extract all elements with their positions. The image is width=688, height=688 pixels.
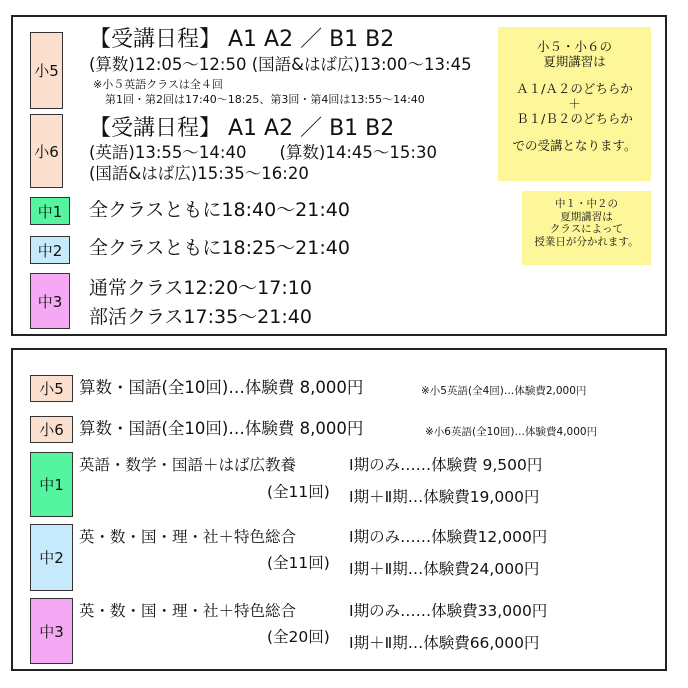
chu1-period1-fee: Ⅰ期のみ……体験費 9,500円 xyxy=(349,456,543,474)
grade-badge-chu2: 中2 xyxy=(30,236,70,264)
chu-note-line2: 夏期講習は xyxy=(560,210,613,223)
sho5-english-dates: 第1回・第2回は17:40～18:25、第3回・第4回は13:55～14:40 xyxy=(105,93,425,106)
sho6-english-fee: ※小6英語(全10回)…体験費4,000円 xyxy=(425,426,598,438)
fee-badge-chu3: 中3 xyxy=(30,598,73,664)
chu2-schedule: 全クラスともに18:25～21:40 xyxy=(89,237,350,259)
chu3-subjects: 英・数・国・理・社＋特色総合 xyxy=(79,602,297,620)
fee-badge-sho6: 小6 xyxy=(30,416,73,443)
chu2-subjects: 英・数・国・理・社＋特色総合 xyxy=(79,528,297,546)
fees-panel xyxy=(11,348,667,671)
sho-note-line4: ＋ xyxy=(568,96,581,111)
fee-badge-sho5: 小5 xyxy=(30,375,73,402)
fee-badge-chu2: 中2 xyxy=(30,524,73,591)
chu1-session-count: (全11回) xyxy=(267,483,330,501)
grade-badge-chu1: 中1 xyxy=(30,197,70,225)
chu1-subjects: 英語・数学・国語＋はば広教養 xyxy=(79,456,297,474)
sho5-schedule-heading: 【受講日程】 A1 A2 ／ B1 B2 xyxy=(89,27,395,52)
sho6-schedule-line2: (国語&はば広)15:35～16:20 xyxy=(89,164,309,183)
sho-note-box xyxy=(498,27,651,181)
sho-note-line3: Ａ１/Ａ２のどちらか xyxy=(516,81,633,96)
chu-note-line1: 中１・中２の xyxy=(555,198,618,210)
fee-badge-chu1: 中1 xyxy=(30,452,73,517)
chu-note-line3: クラスによって xyxy=(549,223,624,236)
sho5-english-fee: ※小5英語(全4回)…体験費2,000円 xyxy=(421,385,587,397)
sho5-schedule-line: (算数)12:05～12:50 (国語&はば広)13:00～13:45 xyxy=(89,55,472,74)
chu2-period1-fee: Ⅰ期のみ……体験費12,000円 xyxy=(349,528,548,546)
sho-note-line5: Ｂ１/Ｂ２のどちらか xyxy=(516,111,633,126)
sho6-schedule-line1: (英語)13:55～14:40 (算数)14:45～15:30 xyxy=(89,143,437,162)
chu2-session-count: (全11回) xyxy=(267,554,330,572)
chu3-session-count: (全20回) xyxy=(267,628,330,646)
sho5-english-note: ※小５英語クラスは全４回 xyxy=(93,78,223,91)
chu1-period12-fee: Ⅰ期＋Ⅱ期…体験費19,000円 xyxy=(349,488,540,506)
sho6-schedule-heading: 【受講日程】 A1 A2 ／ B1 B2 xyxy=(89,116,395,141)
grade-badge-chu3: 中3 xyxy=(30,273,70,329)
chu3-schedule-regular: 通常クラス12:20～17:10 xyxy=(89,277,312,299)
sho-note-line2: 夏期講習は xyxy=(543,54,606,69)
sho5-fee: 算数・国語(全10回)…体験費 8,000円 xyxy=(79,378,364,397)
chu-note-box xyxy=(522,191,651,265)
chu3-period12-fee: Ⅰ期＋Ⅱ期…体験費66,000円 xyxy=(349,634,540,652)
chu1-schedule: 全クラスともに18:40～21:40 xyxy=(89,199,350,221)
schedule-panel xyxy=(11,15,667,336)
chu3-schedule-club: 部活クラス17:35～21:40 xyxy=(89,306,312,328)
grade-badge-sho6: 小6 xyxy=(30,114,63,188)
sho-note-line1: 小５・小６の xyxy=(536,39,612,54)
chu3-period1-fee: Ⅰ期のみ……体験費33,000円 xyxy=(349,602,548,620)
sho6-fee: 算数・国語(全10回)…体験費 8,000円 xyxy=(79,419,364,438)
chu-note-line4: 授業日が分かれます。 xyxy=(534,235,639,248)
chu2-period12-fee: Ⅰ期＋Ⅱ期…体験費24,000円 xyxy=(349,560,540,578)
sho-note-line6: での受講となります。 xyxy=(512,138,637,153)
grade-badge-sho5: 小5 xyxy=(30,32,63,109)
